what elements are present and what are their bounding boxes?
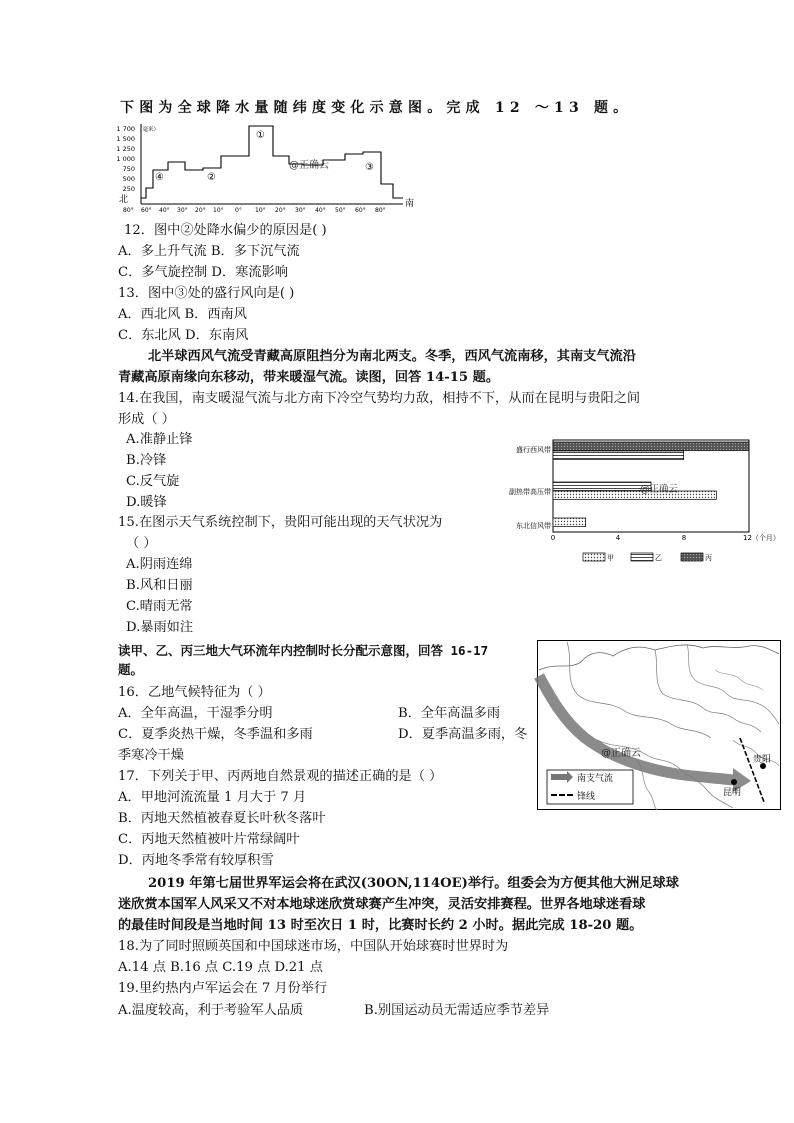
bar-yi-westerlies — [553, 451, 684, 460]
legend-label-jia: 甲 — [607, 554, 614, 562]
intro-precipitation: 下图为全球降水量随纬度变化示意图。完成 12 ～13 题。 — [120, 100, 633, 116]
q12-stem: 12．图中②处降水偏少的原因是( ) — [124, 223, 327, 238]
bar-bing-westerlies — [553, 442, 749, 451]
q14-option-a: A.准静止锋 — [126, 432, 193, 447]
intro-military-games-l2: 迷欣赏本国军人风采又不对本地球迷欣赏球赛产生冲突，灵活安排赛程。世界各地球迷看球 — [118, 897, 646, 912]
southwest-china-map — [537, 640, 781, 810]
q17-option-d: D．丙地冬季常有较厚积雪 — [118, 853, 274, 868]
x-tick-10n: 10° — [213, 207, 224, 214]
x-tick-50s: 50° — [335, 207, 346, 214]
x-tick-8: 8 — [681, 534, 687, 542]
y-tick-1000: 1 000 — [116, 155, 135, 163]
x-tick-80s: 80° — [375, 207, 386, 214]
q16-option-b: B．全年高温多雨 — [398, 706, 501, 721]
q15-option-d: D.暴雨如注 — [126, 620, 194, 635]
circulation-duration-chart — [503, 436, 789, 568]
y-tick-1250: 1 250 — [116, 145, 135, 153]
x-tick-20n: 20° — [195, 207, 206, 214]
q19-option-a: A.温度较高，利于考验军人品质 — [118, 1003, 304, 1018]
q18-options: A.14 点 B.16 点 C.19 点 D.21 点 — [118, 960, 323, 975]
category-label-westerlies: 盛行西风带 — [516, 446, 551, 454]
q18-stem: 18.为了同时照顾英国和中国球迷市场，中国队开始球赛时世界时为 — [118, 939, 509, 954]
q15-option-a: A.阴雨连绵 — [126, 557, 193, 572]
q14-option-c: C.反气旋 — [126, 474, 180, 489]
q14-option-d: D.暖锋 — [126, 495, 167, 510]
q17-option-c: C．丙地天然植被叶片常绿阔叶 — [118, 832, 300, 847]
q17-option-a: A．甲地河流流量 1 月大于 7 月 — [118, 790, 307, 805]
q19-stem: 19.里约热内卢军运会在 7 月份举行 — [118, 981, 328, 996]
legend-swatch-yi — [631, 553, 653, 561]
city-label-guiyang: 贵阳 — [753, 755, 772, 765]
y-tick-750: 750 — [122, 165, 135, 173]
x-tick-0: 0° — [235, 207, 242, 214]
marker-2: ② — [207, 172, 216, 183]
bar-jia-ne-trades — [553, 518, 586, 527]
intro-military-games-l1: 2019 年第七届世界军运会将在武汉(30ON,114OE)举行。组委会为方便其他大洲足球球 — [148, 876, 679, 891]
marker-1: ① — [256, 130, 265, 141]
x-tick-30n: 30° — [177, 207, 188, 214]
x-tick-30s: 30° — [295, 207, 306, 214]
unit-label: （毫米） — [137, 127, 160, 133]
q16-stem: 16．乙地气候特征为（ ） — [118, 685, 271, 700]
q15-stem-l2: （ ） — [126, 536, 157, 551]
q19-option-b: B.别国运动员无需适应季节差异 — [364, 1003, 550, 1018]
x-tick-40n: 40° — [159, 207, 170, 214]
bar-yi-subtropical-high — [553, 482, 651, 491]
q13-options-ab: A．西北风 B．西南风 — [118, 307, 247, 322]
q16-option-d: D．夏季高温多雨，冬 — [398, 727, 528, 742]
y-tick-1500: 1 500 — [116, 135, 135, 143]
q15-option-c: C.晴雨无常 — [126, 599, 193, 614]
intro-circulation-l1: 读甲、乙、丙三地大气环流年内控制时长分配示意图，回答 16-17 — [118, 643, 489, 658]
q13-options-cd: C．东北风 D．东南风 — [118, 328, 249, 343]
precipitation-latitude-figure — [113, 122, 423, 214]
marker-3: ③ — [365, 162, 374, 173]
x-tick-80n: 80° — [123, 207, 134, 214]
q12-options-ab: A．多上升气流 B．多下沉气流 — [118, 244, 300, 259]
south-label: 南 — [405, 199, 415, 209]
intro-circulation-l2: 题。 — [118, 662, 144, 677]
y-tick-500: 500 — [122, 175, 135, 183]
intro-military-games-l3: 的最佳时间段是当地时间 13 时至次日 1 时，比赛时长约 2 小时。据此完成 18-20 题。 — [118, 918, 643, 933]
intro-westerlies-l2: 青藏高原南缘向东移动，带来暖湿气流。读图，回答 14-15 题。 — [118, 370, 500, 385]
watermark-fig1: @正确云 — [289, 160, 329, 171]
q17-stem: 17．下列关于甲、丙两地自然景观的描述正确的是（ ） — [118, 769, 443, 784]
bar-jia-subtropical-high — [553, 491, 716, 500]
x-tick-60s: 60° — [355, 207, 366, 214]
q15-stem-l1: 15.在图示天气系统控制下，贵阳可能出现的天气状况为 — [118, 515, 443, 530]
q16-option-c: C．夏季炎热干燥，冬季温和多雨 — [118, 727, 313, 742]
category-label-ne-trades: 东北信风带 — [516, 522, 551, 530]
kunming-dot — [731, 779, 737, 785]
legend-flow-label: 南支气流 — [577, 774, 614, 784]
q14-stem-l2: 形成（ ） — [118, 412, 175, 427]
watermark-map: @正确云 — [601, 748, 641, 759]
x-tick-4: 4 — [615, 534, 621, 542]
precipitation-curve — [141, 126, 403, 198]
north-label: 北 — [119, 195, 129, 205]
y-tick-1700: 1 700 — [116, 125, 135, 133]
q17-option-b: B．丙地天然植被春夏长叶秋冬落叶 — [118, 811, 326, 826]
x-tick-0: 0 — [550, 534, 556, 542]
intro-westerlies-l1: 北半球西风气流受青藏高原阻挡分为南北两支。冬季，西风气流南移，其南支气流沿 — [148, 349, 636, 364]
q15-option-b: B.风和日丽 — [126, 578, 193, 593]
legend-swatch-bing — [681, 553, 703, 561]
q14-option-b: B.冷锋 — [126, 453, 167, 468]
q16-option-a: A．全年高温，干湿季分明 — [118, 706, 273, 721]
legend-swatch-jia — [583, 553, 605, 561]
x-tick-10s: 10° — [255, 207, 266, 214]
x-tick-20s: 20° — [275, 207, 286, 214]
category-label-subtropical-high: 副热带高压带 — [509, 488, 551, 496]
watermark-chart: @正确云 — [640, 484, 679, 495]
q12-options-cd: C．多气旋控制 D．寒流影响 — [118, 265, 288, 280]
y-tick-250: 250 — [122, 185, 135, 193]
marker-4: ④ — [155, 172, 164, 183]
legend-front-label: 锋线 — [577, 792, 596, 802]
city-label-kunming: 昆明 — [723, 788, 742, 798]
x-tick-12: 12（个月） — [743, 534, 780, 542]
legend-label-bing: 丙 — [705, 554, 712, 562]
q16-option-d-cont: 季寒冷干燥 — [118, 748, 184, 763]
legend-label-yi: 乙 — [655, 554, 662, 562]
x-tick-40s: 40° — [315, 207, 326, 214]
q14-stem-l1: 14.在我国，南支暖湿气流与北方南下冷空气势均力敌，相持不下，从而在昆明与贵阳之间 — [118, 391, 641, 406]
q13-stem: 13．图中③处的盛行风向是( ) — [118, 286, 295, 301]
x-tick-60n: 60° — [141, 207, 152, 214]
